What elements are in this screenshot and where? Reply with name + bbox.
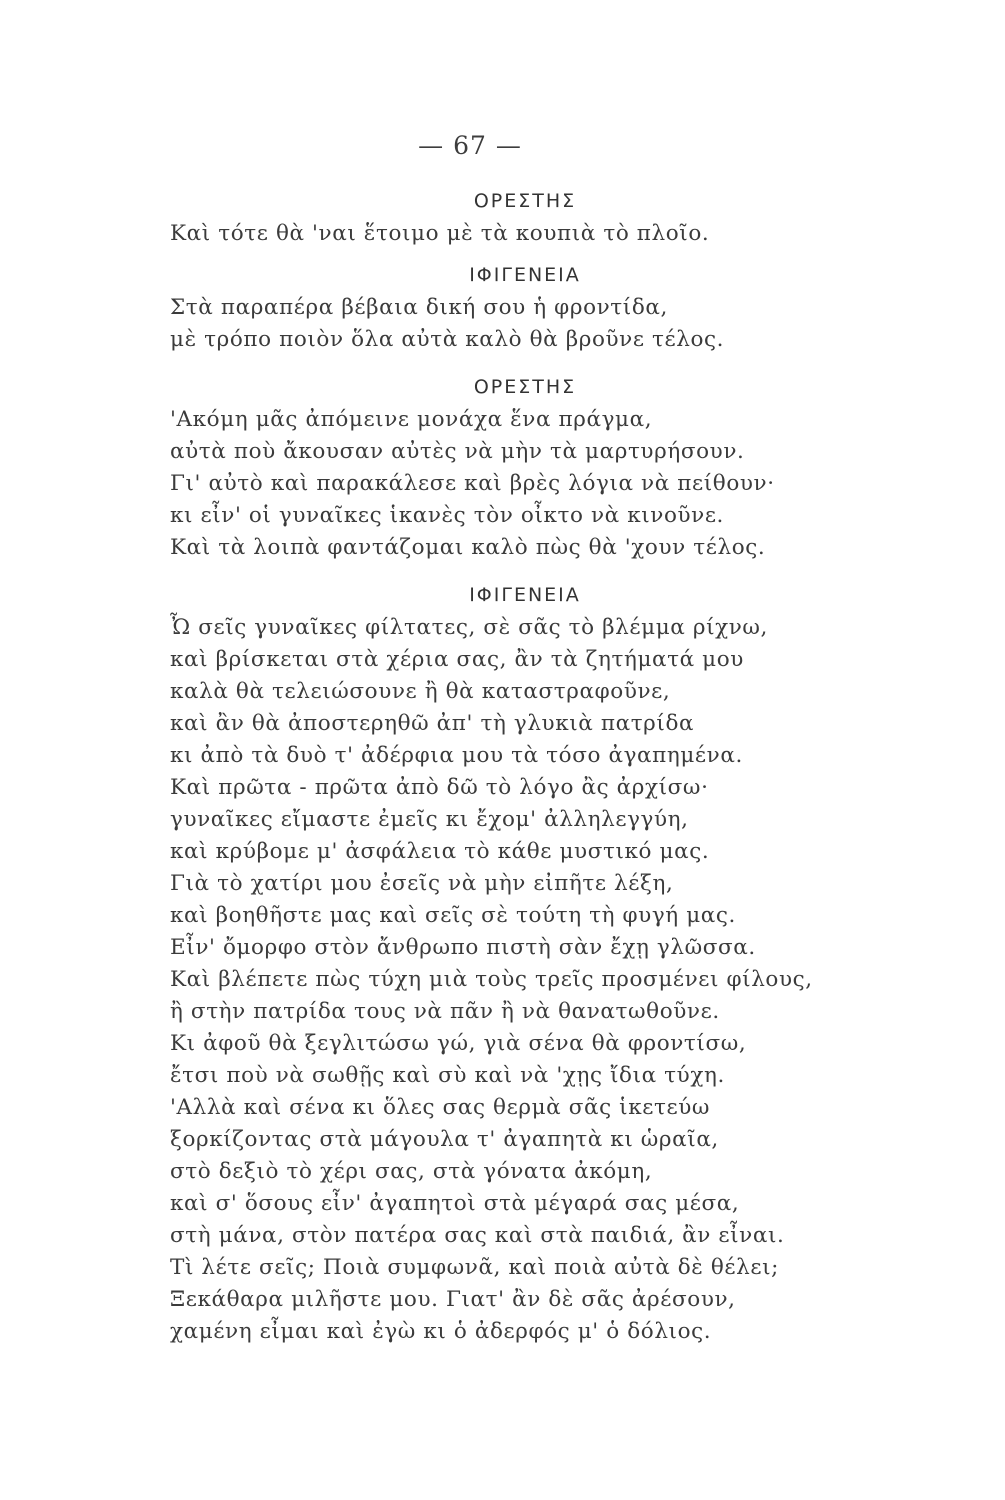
section-gap [170,356,810,370]
verse-line: στὸ δεξιὸ τὸ χέρι σας, στὰ γόνατα ἀκόμη, [170,1159,653,1184]
verse-line: καὶ βοηθῆστε μας καὶ σεῖς σὲ τούτη τὴ φυγή μας. [170,903,736,928]
play-text [170,184,813,1348]
verse-line: καὶ ἂν θὰ ἀποστερηθῶ ἀπ' τὴ γλυκιὰ πατρίδα [170,711,695,736]
speaker-name: ΙΦΙΓΕΝΕΙΑ [469,264,581,286]
verse-line: καλὰ θὰ τελειώσουνε ἢ θὰ καταστραφοῦνε, [170,679,671,704]
verse-line: Καὶ πρῶτα - πρῶτα ἀπὸ δῶ τὸ λόγο ἂς ἀρχίσω· [170,775,709,800]
verse-line: καὶ κρύβομε μ' ἀσφάλεια τὸ κάθε μυστικό μας. [170,839,710,864]
verse-line: Καὶ βλέπετε πὼς τύχη μιὰ τοὺς τρεῖς προσμένει φίλους, [170,967,813,992]
page-number: — 67 — [418,131,522,160]
verse-line: καὶ βρίσκεται στὰ χέρια σας, ἂν τὰ ζητήματά μου [170,647,744,672]
speaker-name: ΙΦΙΓΕΝΕΙΑ [469,584,581,606]
section-gap [170,564,810,578]
verse-line: γυναῖκες εἴμαστε ἐμεῖς κι ἔχομ' ἀλληλεγγύη, [170,807,689,832]
verse-line: χαμένη εἶμαι καὶ ἐγὼ κι ὁ ἀδερφός μ' ὁ δόλιος. [170,1319,712,1344]
verse-line: ξορκίζοντας στὰ μάγουλα τ' ἀγαπητὰ κι ὡραῖα, [170,1127,719,1152]
verse-line: Γι' αὐτὸ καὶ παρακάλεσε καὶ βρὲς λόγια νὰ πείθουν· [170,471,775,496]
verse-line: Ὦ σεῖς γυναῖκες φίλτατες, σὲ σᾶς τὸ βλέμμα ρίχνω, [170,615,768,640]
verse-line: 'Ακόμη μᾶς ἀπόμεινε μονάχα ἕνα πράγμα, [170,407,653,432]
verse-line: Εἶν' ὄμορφο στὸν ἄνθρωπο πιστὴ σὰν ἔχῃ γλῶσσα. [170,935,756,960]
verse-line: Καὶ τὰ λοιπὰ φαντάζομαι καλὸ πὼς θὰ 'χουν τέλος. [170,535,766,560]
speaker-name: ΟΡΕΣΤΗΣ [473,376,577,398]
verse-line: στὴ μάνα, στὸν πατέρα σας καὶ στὰ παιδιά, ἂν εἶναι. [170,1223,785,1248]
verse-line: Ξεκάθαρα μιλῆστε μου. Γιατ' ἂν δὲ σᾶς ἀρέσουν, [170,1287,736,1312]
speaker-name: ΟΡΕΣΤΗΣ [473,190,577,212]
verse-line: ἔτσι ποὺ νὰ σωθῇς καὶ σὺ καὶ νὰ 'χῃς ἴδια τύχη. [170,1063,725,1088]
verse-line: κι ἀπὸ τὰ δυὸ τ' ἀδέρφια μου τὰ τόσο ἀγαπημένα. [170,743,743,768]
verse-line: κι εἶν' οἱ γυναῖκες ἱκανὲς τὸν οἶκτο νὰ κινοῦνε. [170,503,724,528]
verse-line: καὶ σ' ὅσους εἶν' ἀγαπητοὶ στὰ μέγαρά σας μέσα, [170,1191,740,1216]
verse-line: Κι ἀφοῦ θὰ ξεγλιτώσω γώ, γιὰ σένα θὰ φροντίσω, [170,1031,747,1056]
verse-line: Γιὰ τὸ χατίρι μου ἐσεῖς νὰ μὴν εἰπῆτε λέξη, [170,871,674,896]
verse-line: 'Αλλὰ καὶ σένα κι ὅλες σας θερμὰ σᾶς ἱκετεύω [170,1095,711,1120]
verse-line: Στὰ παραπέρα βέβαια δική σου ἡ φροντίδα, [170,295,668,320]
verse-line: Καὶ τότε θὰ 'ναι ἕτοιμο μὲ τὰ κουπιὰ τὸ πλοῖο. [170,221,710,246]
verse-line: αὐτὰ ποὺ ἄκουσαν αὐτὲς νὰ μὴν τὰ μαρτυρήσουν. [170,439,745,464]
verse-line: μὲ τρόπο ποιὸν ὅλα αὐτὰ καλὸ θὰ βροῦνε τέλος. [170,327,725,352]
verse-line: Τὶ λέτε σεῖς; Ποιὰ συμφωνᾶ, καὶ ποιὰ αὐτὰ δὲ θέλει; [170,1255,779,1280]
section-gap [170,250,810,258]
verse-line: ἢ στὴν πατρίδα τους νὰ πᾶν ἢ νὰ θανατωθοῦνε. [170,999,720,1024]
